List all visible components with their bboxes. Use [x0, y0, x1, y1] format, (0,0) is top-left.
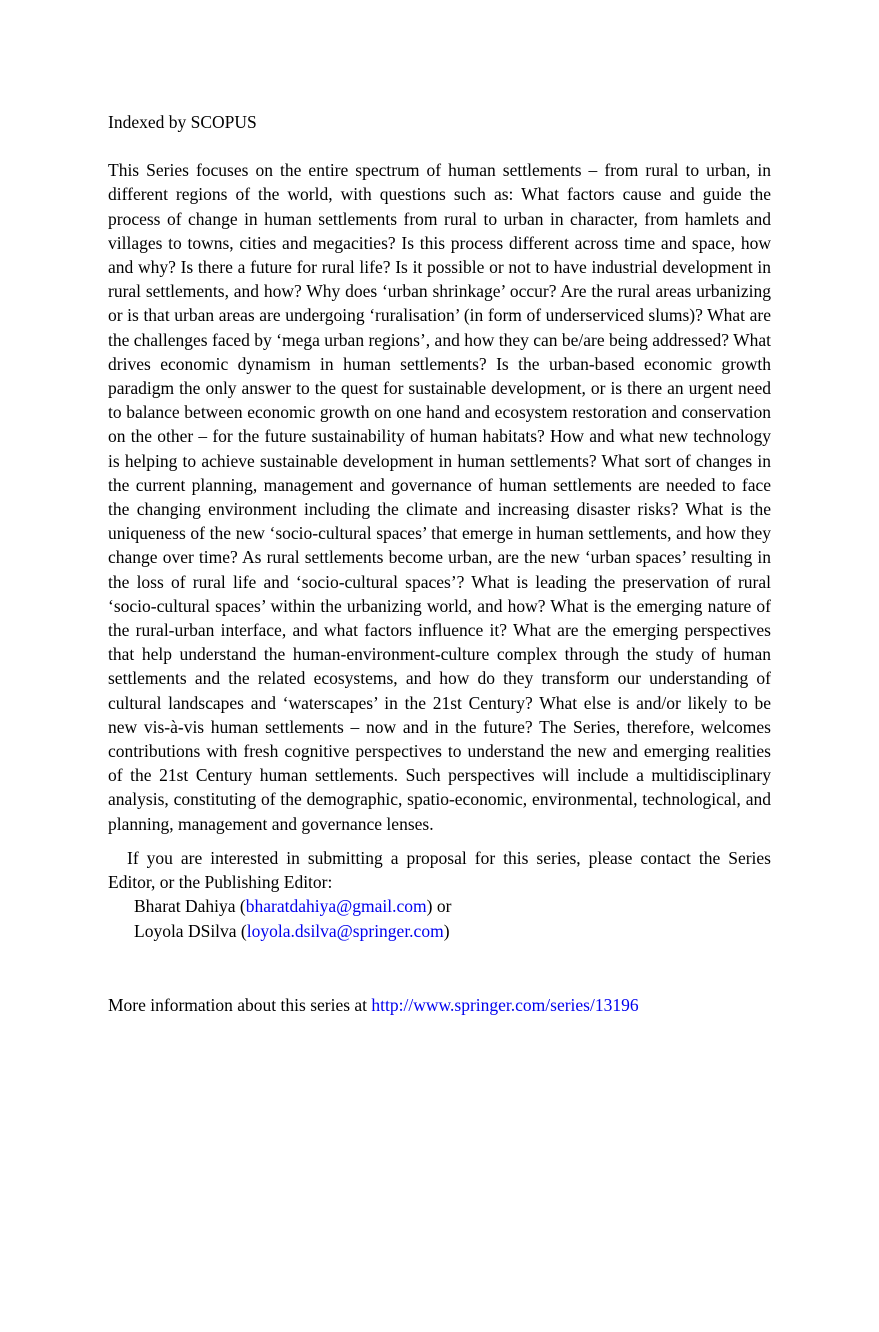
- editor-name: Bharat Dahiya (: [134, 896, 246, 917]
- editor-email-link[interactable]: bharatdahiya@gmail.com: [245, 896, 427, 917]
- series-url-link[interactable]: http://www.springer.com/series/13196: [371, 994, 639, 1015]
- editor-line-loyola-dsilva: [108, 919, 771, 943]
- editor-name: Loyola DSilva (: [134, 920, 247, 941]
- more-info-line: [108, 993, 771, 1017]
- contact-intro: If you are interested in submitting a proposal for this series, please contact the Series Editor, or the Publishing Editor:: [108, 847, 771, 893]
- editor-suffix: ): [443, 920, 450, 941]
- editor-line-bharat-dahiya: [108, 894, 771, 918]
- editor-suffix: ) or: [426, 896, 452, 917]
- series-description: This Series focuses on the entire spectrum of human settlements – from rural to urban, in different regions of the world, with questions such as: What factors cause and guide the process of change in human settlements from rural to urban in character, from hamlets and villages to towns, cities and megacities? Is this process different across time and space, how and why? Is there a future for rural life? Is it possible or not to have industrial development in rural settlements, and how? Why does ‘urban shrinkage’ occur? Are the rural areas urbanizing or is that urban areas are undergoing ‘ruralisation’ (in form of underserviced slums)? What are the challenges faced by ‘mega urban regions’, and how they can be/are being addressed? What drives economic dynamism in human settlements? Is the urban-based economic growth paradigm the only answer to the quest for sustainable development, or is there an urgent need to balance between economic growth on one hand and ecosystem restoration and conservation on the other – for the future sustainability of human habitats? How and what new technology is helping to achieve sustainable development in human settlements? What sort of changes in the current planning, management and governance of human settlements are needed to face the changing environment including the climate and increasing disaster risks? What is the uniqueness of the new ‘socio-cultural spaces’ that emerge in human settlements, and how they change over time? As rural settlements become urban, are the new ‘urban spaces’ resulting in the loss of rural life and ‘socio-cultural spaces’? What is leading the preservation of rural ‘socio-cultural spaces’ within the urbanizing world, and how? What is the emerging nature of the rural-urban interface, and what factors influence it? What are the emerging perspectives that help understand the human-environment-culture complex through the study of human settlements and the related ecosystems, and how do they transform our understanding of cultural landscapes and ‘waterscapes’ in the 21st Century? What else is and/or likely to be new vis-à-vis human settlements – now and in the future? The Series, therefore, welcomes contributions with fresh cognitive perspectives to understand the new and emerging realities of the 21st Century human settlements. Such perspectives will include a multidisciplinary analysis, constituting of the demographic, spatio-economic, environmental, technological, and planning, management and governance lenses.: [108, 160, 771, 834]
- indexed-note: Indexed by SCOPUS: [108, 112, 257, 132]
- editor-email-link[interactable]: loyola.dsilva@springer.com: [246, 920, 444, 941]
- more-info-text: More information about this series at: [108, 994, 372, 1015]
